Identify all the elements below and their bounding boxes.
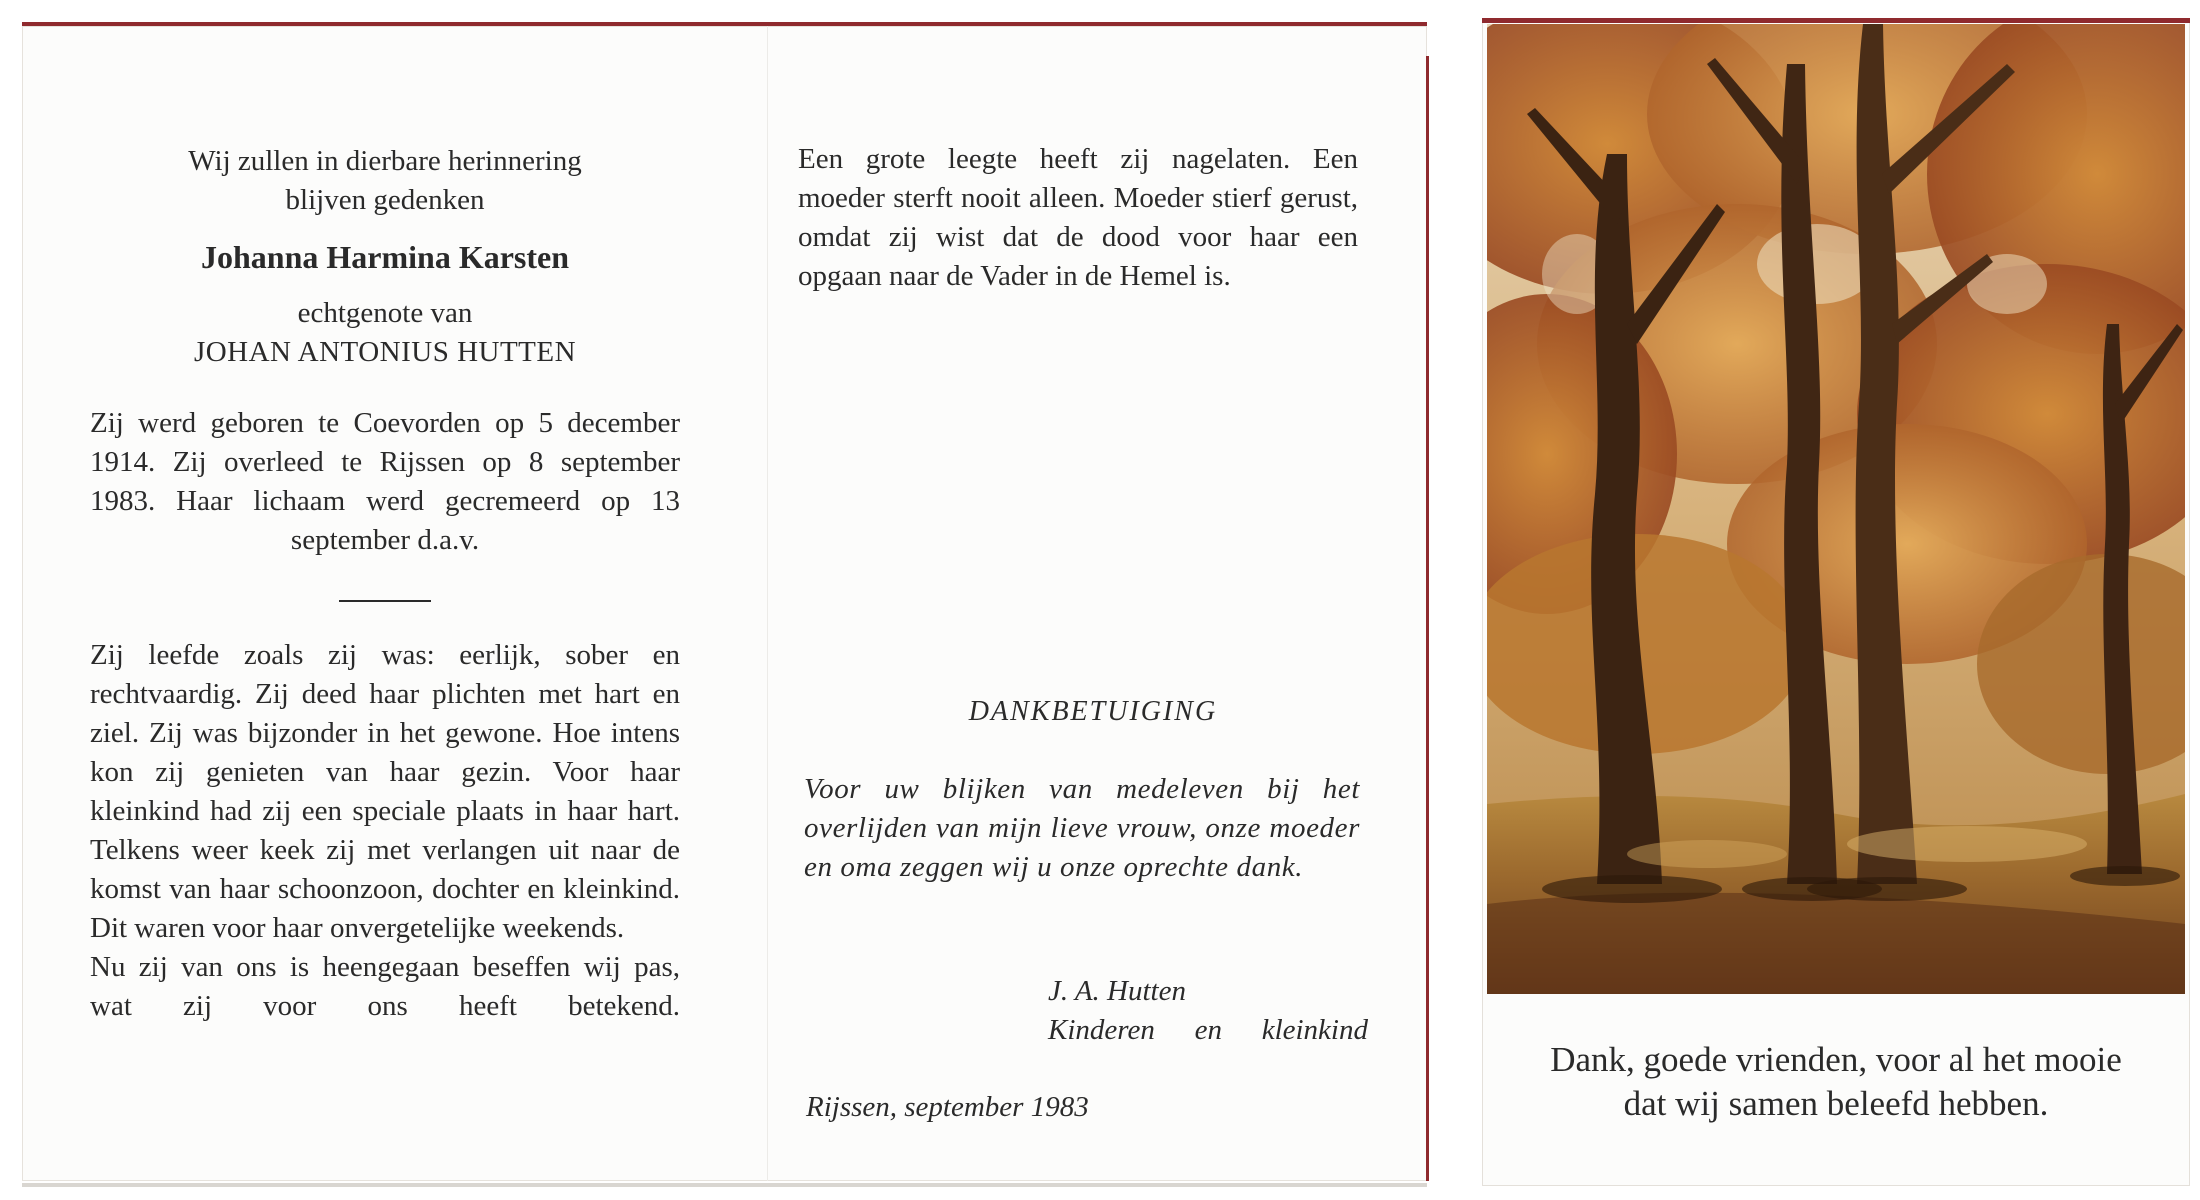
signature — [1048, 972, 1368, 1050]
deceased-name: Johanna Harmina Karsten — [200, 239, 570, 275]
tribute-closing: Nu zij van ons is heengegaan beseffen wij pas, wat zij voor ons heeft betekend. — [90, 951, 680, 1022]
thanks-text: Voor uw blijken van medeleven bij het overlijden van mijn lieve vrouw, onze moeder en oma zeggen wij u onze oprechte dank. — [804, 773, 1360, 883]
photo-card — [1482, 18, 2190, 1186]
intro-line-1: Wij zullen in dierbare herinnering — [188, 145, 582, 177]
caption-line-2: dat wij samen beleefd hebben. — [1623, 1084, 2049, 1123]
card-edge — [1426, 56, 1429, 1181]
caption-line-1: Dank, goede vrienden, voor al het mooie — [1550, 1040, 2122, 1079]
card-edge — [1482, 18, 2190, 23]
signature-family-word-3: kleinkind — [1261, 1014, 1368, 1046]
right-page — [798, 140, 1368, 1123]
tribute-block — [90, 636, 680, 1026]
spouse-name: JOHAN ANTONIUS HUTTEN — [193, 336, 577, 368]
place-date: Rijssen, september 1983 — [806, 1091, 1089, 1123]
tribute-text: Zij leefde zoals zij was: eerlijk, sober en rechtvaardig. Zij deed haar plichten met hart en ziel. Zij was bijzonder in het gewone. Hoe intens kon zij genieten van haar gezin. Voor haar kleinkind had zij een speciale plaats in haar hart. Telkens weer keek zij met verlangen uit naar de komst van haar schoonzoon, dochter en kleinkind. Dit waren voor haar onvergetelijke weekends. — [90, 639, 680, 944]
spouse-intro: echtgenote van — [297, 297, 473, 329]
signature-family-word-2: en — [1194, 1014, 1222, 1046]
signature-family — [1048, 1011, 1368, 1050]
memorial-quote: Een grote leegte heeft zij nagelaten. Een moeder sterft nooit alleen. Moeder stierf gerust, omdat zij wist dat de dood voor haar een opgaan naar de Vader in de Hemel is. — [798, 143, 1358, 292]
autumn-forest-photo-icon — [1487, 24, 2185, 994]
photo-caption — [1482, 1038, 2190, 1126]
signature-family-word-1: Kinderen — [1048, 1014, 1155, 1046]
memorial-card-inner — [22, 22, 1427, 1181]
signature-name: J. A. Hutten — [1048, 975, 1186, 1007]
divider — [339, 600, 431, 602]
intro-line-2: blijven gedenken — [285, 184, 485, 216]
left-page — [90, 142, 680, 1026]
thanks-heading: DANKBETUIGING — [968, 696, 1218, 727]
biography-text: Zij werd geboren te Coevorden op 5 december 1914. Zij overleed te Rijssen op 8 september 1983. Haar lichaam werd gecremeerd op 13 september d.a.v. — [90, 407, 680, 556]
card-fold-line — [767, 26, 768, 1181]
card-shadow — [22, 1183, 1427, 1187]
